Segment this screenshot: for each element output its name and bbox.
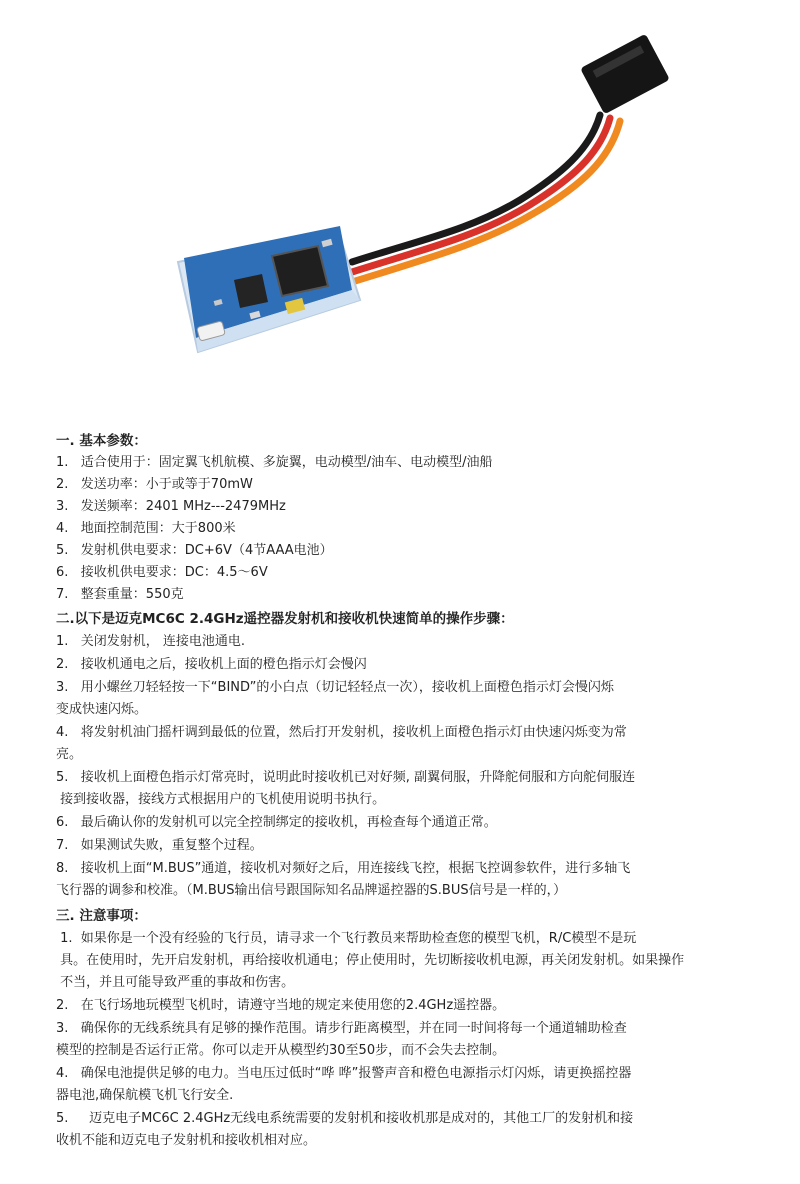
step-item (56, 677, 756, 721)
note-line: 3. 确保你的无线系统具有足够的操作范围。请步行距离模型，并在同一时间将每一个通道辅助检查 (56, 1021, 627, 1036)
note-line: 2. 在飞行场地玩模型飞机时，请遵守当地的规定来使用您的2.4GHz遥控器。 (56, 998, 506, 1013)
step-line: 1. 关闭发射机， 连接电池通电. (56, 634, 246, 649)
step-line: 5. 接收机上面橙色指示灯常亮时，说明此时接收机已对好频, 副翼伺服，升降舵伺服和方向舵伺服连 (56, 770, 636, 785)
note-item (56, 1108, 756, 1152)
step-line: 6. 最后确认你的发射机可以完全控制绑定的接收机，再检查每个通道正常。 (56, 815, 497, 830)
spec-item: 1. 适合使用于：固定翼飞机航模、多旋翼，电动模型/油车、电动模型/油船 (56, 455, 493, 470)
receiver-board (178, 226, 360, 352)
step-item (56, 835, 756, 857)
note-line: 5. 迈克电子MC6C 2.4GHz无线电系统需要的发射机和接收机那是成对的，其他工厂的发射机和接 (56, 1111, 634, 1126)
step-item (56, 722, 756, 766)
step-item (56, 812, 756, 834)
step-line: 2. 接收机通电之后，接收机上面的橙色指示灯会慢闪 (56, 657, 367, 672)
note-line: 模型的控制是否运行正常。你可以走开从模型约30至50步，而不会失去控制。 (56, 1043, 506, 1058)
note-line: 不当，并且可能导致严重的事故和伤害。 (56, 975, 295, 990)
spec-document (56, 430, 756, 1153)
step-line: 飞行器的调参和校准。（M.BUS输出信号跟国际知名品牌遥控器的S.BUS信号是一样的，） (56, 883, 567, 898)
step-item (56, 767, 756, 811)
spec-item: 7. 整套重量：550克 (56, 587, 184, 602)
servo-connector (580, 34, 670, 115)
section-2-list (56, 631, 756, 902)
spec-item: 3. 发送频率：2401 MHz---2479MHz (56, 499, 286, 514)
step-line: 亮。 (56, 747, 83, 762)
section-1-title: 一. 基本参数： (56, 433, 147, 449)
step-line: 7. 如果测试失败，重复整个过程。 (56, 838, 263, 853)
step-line: 接到接收器，接线方式根据用户的飞机使用说明书执行。 (56, 792, 386, 807)
note-line: 收机不能和迈克电子发射机和接收机相对应。 (56, 1133, 317, 1148)
spec-item: 5. 发射机供电要求：DC+6V（4节AAA电池） (56, 543, 333, 558)
step-line: 3. 用小螺丝刀轻轻按一下“BIND”的小白点（切记轻轻点一次），接收机上面橙色指示灯会慢闪烁 (56, 680, 614, 695)
section-3-title: 三. 注意事项： (56, 908, 147, 924)
servo-wires (352, 115, 620, 282)
note-item (56, 995, 756, 1017)
step-line: 变成快速闪烁。 (56, 702, 148, 717)
note-item (56, 1018, 756, 1062)
step-item (56, 858, 756, 902)
note-item (56, 928, 756, 994)
step-line: 4. 将发射机油门摇杆调到最低的位置，然后打开发射机，接收机上面橙色指示灯由快速闪烁变为常 (56, 725, 627, 740)
step-item (56, 654, 756, 676)
section-3-list (56, 928, 756, 1152)
section-2-title: 二.以下是迈克MC6C 2.4GHz遥控器发射机和接收机快速简单的操作步骤： (56, 611, 514, 627)
note-line: 具。在使用时，先开启发射机，再给接收机通电；停止使用时，先切断接收机电源，再关闭发射机。如果操作 (56, 953, 685, 968)
section-1-list (56, 452, 756, 606)
spec-item: 4. 地面控制范围：大于800米 (56, 521, 236, 536)
note-line: 4. 确保电池提供足够的电力。当电压过低时“哗 哗”报警声音和橙色电源指示灯闪烁，请更换摇控器 (56, 1066, 632, 1081)
note-line: 器电池,确保航模飞机飞行安全. (56, 1088, 234, 1103)
step-item (56, 631, 756, 653)
spec-item: 2. 发送功率：小于或等于70mW (56, 477, 253, 492)
product-photo (0, 0, 800, 420)
step-line: 8. 接收机上面“M.BUS”通道，接收机对频好之后，用连接线飞控，根据飞控调参软件，进行多轴飞 (56, 861, 631, 876)
spec-item: 6. 接收机供电要求：DC：4.5～6V (56, 565, 268, 580)
note-item (56, 1063, 756, 1107)
note-line: 1. 如果你是一个没有经验的飞行员，请寻求一个飞行教员来帮助检查您的模型飞机，R/C模型不是玩 (56, 931, 637, 946)
